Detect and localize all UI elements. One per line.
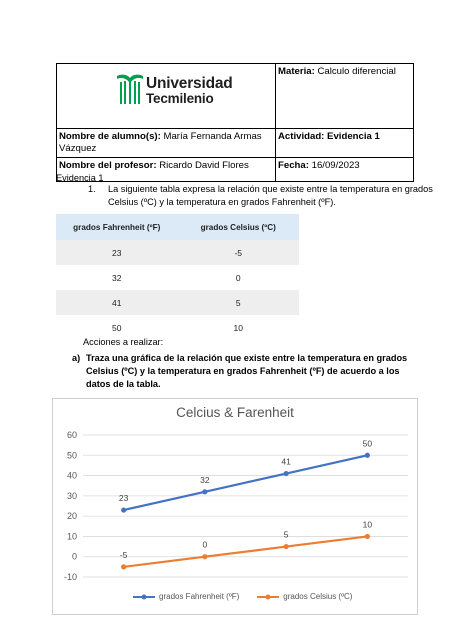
materia-value: Calculo diferencial [314, 66, 396, 77]
data-label: 0 [202, 539, 208, 550]
series-line-0 [124, 455, 368, 510]
profesor-label: Nombre del profesor: [59, 159, 157, 171]
data-point [365, 453, 370, 458]
legend-item-fahrenheit [133, 592, 239, 601]
profesor-value: Ricardo David Flores [156, 159, 249, 171]
data-label: 50 [362, 438, 373, 449]
table-row [56, 265, 299, 290]
alumno-cell [57, 129, 276, 158]
temperature-table [56, 214, 299, 340]
fecha-label: Fecha: [278, 159, 309, 171]
series-line-1 [124, 536, 368, 566]
data-label: 5 [283, 529, 289, 540]
data-label: 41 [281, 456, 291, 467]
table-row [56, 290, 299, 315]
alumno-label: Nombre de alumno(s): [59, 131, 161, 142]
y-tick-label: 20 [66, 511, 77, 522]
line-chart [53, 399, 417, 614]
table-cell: 0 [178, 265, 300, 290]
table-cell: 10 [178, 315, 300, 340]
item1-number: 1. [88, 184, 96, 194]
logo-text-universidad: Universidad [146, 75, 233, 92]
materia-label: Materia: [278, 66, 315, 77]
acciones-text: Acciones a realizar: [83, 337, 164, 347]
data-point [365, 534, 370, 539]
tecmilenio-logo-icon [115, 72, 145, 106]
evidencia-title: Evidencia 1 [56, 173, 104, 183]
table-cell: -5 [178, 240, 300, 265]
y-tick-label: 60 [66, 430, 77, 440]
y-tick-label: 10 [66, 531, 77, 542]
item1-line2: Celsius (ºC) y la temperatura en grados Fahrenheit (ºF). [108, 197, 336, 207]
table-header-fahrenheit: grados Fahrenheit (ºF) [56, 214, 178, 240]
legend-marker-fahrenheit [133, 593, 155, 601]
fecha-value: 16/09/2023 [308, 159, 360, 171]
data-label: 32 [200, 474, 210, 485]
y-tick-label: -10 [63, 572, 77, 582]
item1-line1: La siguiente tabla expresa la relación que existe entre la temperatura en grados [108, 184, 433, 194]
data-label: 23 [118, 493, 129, 504]
item-a-line3: datos de la tabla. [86, 379, 161, 389]
data-point [284, 471, 289, 476]
item-a-line1: Traza una gráfica de la relación que existe entre la temperatura en grados [86, 353, 408, 363]
y-tick-label: 50 [66, 450, 77, 461]
data-point [121, 507, 126, 512]
item-a-letter: a) [72, 353, 81, 363]
table-cell: 41 [56, 290, 178, 315]
data-point [284, 544, 289, 549]
table-header-celsius: grados Celsius (ºC) [178, 214, 300, 240]
logo-text-tecmilenio: Tecmilenio [146, 91, 214, 106]
chart-title: Celcius & Farenheit [176, 405, 294, 420]
data-point [202, 489, 207, 494]
fecha-cell [276, 157, 414, 181]
legend-label-fahrenheit: grados Fahrenheit (ºF) [159, 592, 240, 601]
legend-marker-celsius [257, 593, 279, 601]
table-cell: 23 [56, 240, 178, 265]
chart-legend [133, 592, 352, 601]
alumno-value: María Fernanda Armas Vázquez [59, 131, 262, 154]
actividad-value: Evidencia 1 [324, 131, 380, 142]
y-tick-label: 30 [66, 490, 77, 501]
table-row [56, 240, 299, 265]
data-label: -5 [119, 549, 128, 560]
actividad-label: Actividad: [278, 131, 325, 142]
y-tick-label: 0 [71, 551, 77, 562]
chart-frame [52, 398, 418, 615]
data-point [202, 554, 207, 559]
data-label: 10 [362, 519, 373, 530]
materia-cell [276, 64, 414, 129]
legend-label-celsius: grados Celsius (ºC) [283, 592, 353, 601]
y-tick-label: 40 [66, 470, 77, 481]
table-cell: 32 [56, 265, 178, 290]
header-table [56, 63, 414, 182]
table-cell: 50 [56, 315, 178, 340]
table-cell: 5 [178, 290, 300, 315]
data-point [121, 564, 126, 569]
legend-item-celsius [257, 592, 352, 601]
actividad-cell [276, 129, 414, 158]
item-a-line2: Celsius (ºC) y la temperatura en grados Fahrenheit (ºF) de acuerdo a los [86, 366, 400, 376]
